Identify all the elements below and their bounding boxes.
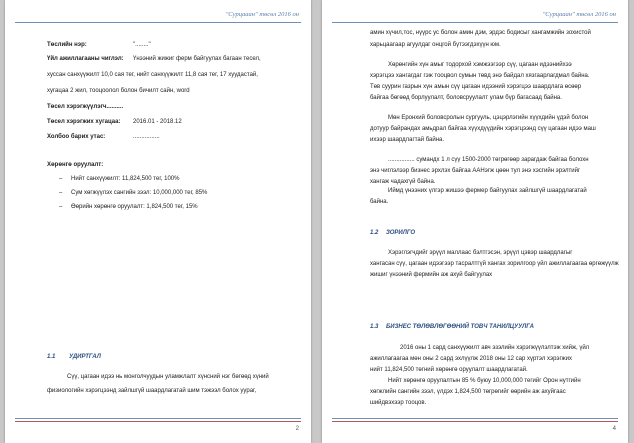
goal-line-2: хангасан сүү, цагаан идээгээр тасралтгүй хангах зорилгоор үйл ажиллагаагаа өргөжүүлж (370, 261, 619, 267)
header-rule (15, 22, 301, 23)
intro-line-3: нийт 11,824,500 төгний хөрөнгө оруулалт шаардлагатай. (370, 367, 528, 373)
para2-line-4: байгаа бөгөөд борлуулалт, боловсруулалт улам бүр багасаад байна. (370, 95, 562, 101)
footer-rule (332, 418, 618, 419)
para3-line-2: дотуур байрандах амьдрал байгаа хүүхдүүдийн хэрэгцээнд сүү цагаан идээ маш (370, 126, 596, 132)
activity-line-2: хуссан санхүүжилт 10,0 сая тег, нийт санхүүжилт 11,8 сая тег, 17 хуудастай, (47, 72, 258, 78)
para3-line-1: Мөн Еронхий боловсролын сургууль, цэцэрлэгийн хүүхдийн үдэй болон (388, 115, 589, 121)
page-number: 4 (612, 426, 616, 432)
implementer-label: Төсел хэрэгжүүлэгч.......... (47, 104, 124, 110)
activity-line-3: хугацаа 2 жил, тооцоолол болон бичилт сайн, word (47, 88, 190, 94)
goal-line-1: Хэрэглэгчдийг эрүүл маллаас бэлтгэсэн, эрүүл цэвэр шаардлагыг (388, 250, 573, 256)
para2-line-1: Хөрөнгийн хүн амыг тодорхой хэмжээгээр сүү, цагаан идээнийхээ (388, 62, 572, 68)
intro-line-2: физиологийн хэрэгцээнд зайлшгүй шаардлагатай шим тэжээл болох уураг, (47, 388, 257, 394)
footer-rule (15, 418, 301, 419)
goal-line-3: жишиг үнээний фермийн аж ахуй байгуулах (370, 272, 493, 278)
contact-label: Холбоо барих утас: (47, 134, 106, 140)
section-goal-number: 1.2 (370, 230, 379, 236)
funding-item-3: – Өөрийн хөрөнгө оруулалт: 1,824,500 тег, 15% (71, 204, 198, 211)
page-header: "Сурцааан" төсөл 2016 он (542, 11, 616, 18)
activity-line-1: Үнээний жижиг ферм байгуулах багаан тесел, (133, 56, 261, 62)
document-page-left (5, 0, 311, 443)
funding-title: Хөрөнгө оруулалт: (47, 162, 104, 168)
funding-item-2: – Сум хөгжүүлэх сангийн зээл: 10,000,000 тег, 85% (71, 190, 207, 197)
section-title: УДИРТГАЛ (69, 354, 101, 360)
para1-line-2: харьцаагаар агуулдаг онцгой бүтээгдэхүүн юм. (370, 42, 501, 48)
intro-line-2: ажиллагаагаа мөн оны 2 сард эхлүүлж 2018 оны 12 сар хүртэл хэрэгжих (370, 356, 573, 362)
para1-line-1: амин хүчил,тос, нүүрс ус болон амин дэм, эрдэс бодисыг хангамжийн зохистой (370, 30, 591, 36)
project-name-value: "........" (133, 42, 151, 48)
funding-item-1: – Нийт санхүүжилт: 11,824,500 тег, 100% (71, 176, 179, 183)
section-goal-title: ЗОРИЛГО (386, 230, 416, 236)
para4-line-3: хангаж чадахгүй байна. (370, 179, 436, 185)
para4-line-2: энэ чиглэлээр бизнес эрхлэх байгаа ААНэгж цөөн тул энэ хэсгийн эрэлтийг (370, 168, 581, 174)
project-name-label: Төслийн нэр: (47, 42, 87, 48)
intro-line-5: хөгжлийн сангийн зээл, үлдэх 1,824,500 төгрөгийг өөрийн аж ахуйгаас (370, 389, 566, 395)
para2-line-2: хэрэгцээ хангагдаг гэж тооцвол сумын төвд энэ байдал хязгаарлагдмал байна. (370, 73, 590, 79)
page-header: "Сурцааан" төсөл 2016 он (225, 11, 299, 18)
footer-rule-accent (332, 421, 618, 422)
activity-label: Үйл ажиллагааны чиглэл: (47, 56, 124, 62)
section-intro-title: БИЗНЕС ТӨЛӨВЛӨГӨӨНИЙ ТОВЧ ТАНИЛЦУУЛГА (386, 324, 534, 330)
section-number: 1.1 (47, 354, 56, 360)
page-number: 2 (295, 426, 299, 432)
para4-line-1: ................ сумандх 1 л сүү 1500-2000 төгрөгөөр зарагдаж байгаа болохн (388, 157, 589, 163)
document-page-right (322, 0, 628, 443)
section-intro-number: 1.3 (370, 324, 379, 330)
footer-rule-accent (15, 421, 301, 422)
intro-line-1: Сүү, цагаан идээ нь монголчуудын уламжлалт хүнсний нэг бөгөөд хүний (67, 374, 269, 380)
header-rule (332, 22, 618, 23)
period-value: 2016.01 - 2018.12 (133, 119, 182, 125)
period-label: Төсел хэрэгжих хугацаа: (47, 119, 121, 125)
para3-line-3: ихээр шаардлагтай байна. (370, 137, 445, 143)
intro-line-1: 2016 оны 1 сард санхүүжилт авч эзэлийн хэрэгжүүлэлтэж хийж, үйл (400, 345, 590, 351)
para2-line-3: Төв суурин газрын хүн амын сүү цагаан идээний хэрэгцээ шаардлага өсөөр (370, 84, 582, 90)
intro-line-4: Нийт хөрөнгө оруулалтын 85 % буюу 10,000,000 тегийг Орон нутгийн (388, 378, 581, 384)
contact-value: ................ (133, 134, 160, 140)
para5-line-2: байна. (370, 199, 389, 205)
intro-line-6: шийдвэхээр тооцов. (370, 400, 427, 406)
para5-line-1: Иймд үнээних үлгэр жишээ фермер байгуулах зайлшгүй шаардлагатай (388, 188, 587, 194)
